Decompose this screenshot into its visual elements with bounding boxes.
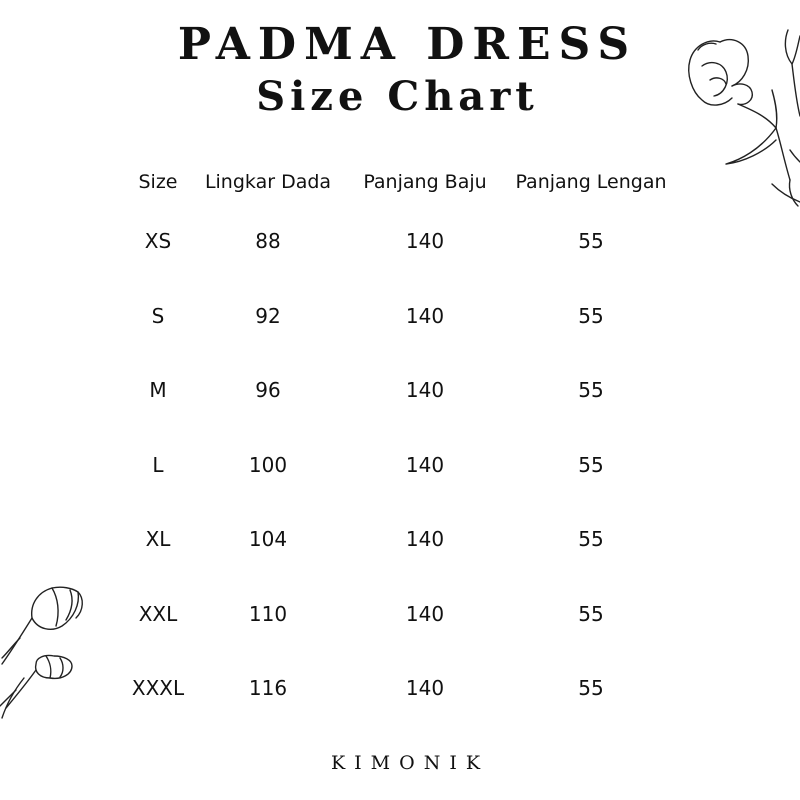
size-cell: XL [145,527,171,552]
column-header-panjang-baju: Panjang Baju [363,171,487,193]
table-header-row [125,160,677,204]
column-header-lingkar-dada: Lingkar Dada [204,171,332,193]
column-header-panjang-lengan: Panjang Lengan [515,171,667,193]
page-subtitle: Size Chart [256,73,539,120]
panjang-lengan-cell: 55 [578,676,604,701]
panjang-baju-cell: 140 [405,229,445,254]
column-header-size: Size [138,171,178,193]
panjang-lengan-cell: 55 [578,303,604,328]
lingkar-dada-cell: 104 [248,527,288,552]
flower-illustration-bottom-left [0,578,100,728]
size-cell: XXL [138,601,178,626]
table-row [125,279,677,354]
panjang-lengan-cell: 55 [578,229,604,254]
table-row [125,428,677,503]
panjang-baju-cell: 140 [405,601,445,626]
table-row [125,577,677,652]
panjang-baju-cell: 140 [405,527,445,552]
panjang-lengan-cell: 55 [578,452,604,477]
panjang-baju-cell: 140 [405,378,445,403]
table-row [125,204,677,279]
panjang-baju-cell: 140 [405,303,445,328]
size-cell: XS [144,229,172,254]
brand-footer: KIMONIK [330,752,490,774]
lingkar-dada-cell: 110 [248,601,288,626]
panjang-lengan-cell: 55 [578,378,604,403]
size-cell: S [151,303,165,328]
size-cell: M [149,378,167,403]
lingkar-dada-cell: 96 [255,378,281,403]
size-cell: L [152,452,164,477]
flower-illustration-top-right [680,20,800,220]
size-cell: XXXL [131,676,185,701]
lingkar-dada-cell: 116 [248,676,288,701]
lingkar-dada-cell: 92 [255,303,281,328]
page-title: PADMA DRESS [177,19,638,70]
lingkar-dada-cell: 88 [255,229,281,254]
table-row [125,353,677,428]
panjang-lengan-cell: 55 [578,601,604,626]
panjang-lengan-cell: 55 [578,527,604,552]
table-row [125,651,677,726]
panjang-baju-cell: 140 [405,676,445,701]
size-chart-table [125,160,677,726]
table-row [125,502,677,577]
panjang-baju-cell: 140 [405,452,445,477]
lingkar-dada-cell: 100 [248,452,288,477]
